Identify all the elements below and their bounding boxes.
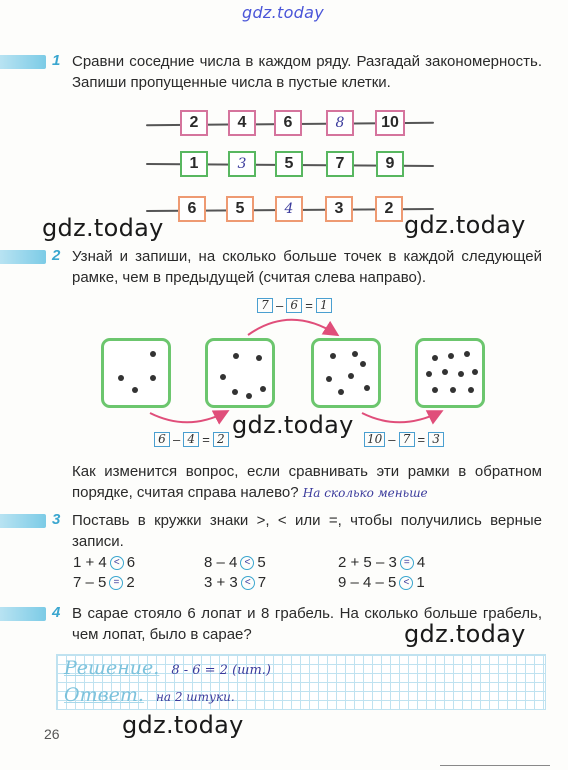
number-cell: 6 (274, 110, 302, 136)
equation-right (364, 432, 444, 447)
task-2-text: Узнай и запиши, на сколько больше точек в каждой следующей рамке, чем в предыдущей (считая слева направо). (72, 248, 542, 286)
task-2-question: Как изменится вопрос, если сравнивать эти рамки в обратном порядке, считая справа налево? На сколько меньше (72, 463, 542, 501)
task-2-number: 2 (52, 247, 61, 264)
task-1-text: Сравни соседние числа в каждом ряду. Разгадай закономерность. Запиши пропущенные числа в пустые клетки. (72, 53, 542, 91)
task-1-number: 1 (52, 52, 61, 69)
comparison-item: 2 + 5 – 3 = 4 (338, 554, 426, 571)
divider (440, 765, 550, 766)
sign-circle[interactable]: < (241, 576, 255, 590)
minus-sign: – (276, 298, 284, 313)
equation-left (154, 432, 229, 447)
minus-sign: – (388, 432, 396, 447)
answer-row (64, 684, 235, 706)
solution-text[interactable]: 8 - 6 = 2 (шт.) (171, 663, 271, 678)
solution-row (64, 657, 271, 679)
comparison-item: 9 – 4 – 5 < 1 (338, 574, 425, 591)
equals-sign: = (305, 298, 313, 313)
answer-box[interactable]: 2 (213, 432, 229, 447)
answer-text[interactable]: на 2 штуки. (155, 690, 235, 704)
answer-box[interactable]: 7 (399, 432, 415, 447)
answer-cell[interactable]: 8 (326, 110, 354, 136)
arrow-left (150, 412, 226, 422)
number-cell: 2 (180, 110, 208, 136)
watermark: gdz.today (404, 620, 526, 648)
page-number: 26 (44, 726, 60, 742)
number-cell: 7 (326, 151, 354, 177)
answer-cell[interactable]: 3 (228, 151, 256, 177)
number-cell: 10 (375, 110, 405, 136)
minus-sign: – (173, 432, 181, 447)
arrow-top (248, 320, 336, 335)
task-marker-bar (0, 607, 46, 621)
watermark: gdz.today (122, 711, 244, 739)
answer-box[interactable]: 1 (316, 298, 332, 313)
dot-frame-3 (311, 338, 381, 408)
watermark: gdz.today (232, 411, 354, 439)
task-marker-bar (0, 514, 46, 528)
answer-box[interactable]: 3 (428, 432, 444, 447)
comparison-item: 1 + 4 < 6 (73, 554, 136, 571)
comparison-item: 3 + 3 < 7 (204, 574, 267, 591)
watermark-top: gdz.today (242, 3, 324, 22)
equals-sign: = (202, 432, 210, 447)
number-cell: 5 (275, 151, 303, 177)
number-cell: 9 (376, 151, 404, 177)
number-cell: 1 (180, 151, 208, 177)
equals-sign: = (417, 432, 426, 447)
answer-box[interactable]: 4 (183, 432, 199, 447)
sign-circle[interactable]: = (400, 556, 414, 570)
sign-circle[interactable]: < (240, 556, 254, 570)
task-4-number: 4 (52, 604, 61, 621)
dot-frame-1 (101, 338, 171, 408)
task-3-text: Поставь в кружки знаки >, < или =, чтобы получились верные записи. (72, 512, 542, 550)
answer-box[interactable]: 6 (154, 432, 170, 447)
task-4-text: В сарае стояло 6 лопат и 8 грабель. На сколько больше грабель, чем лопат, было в сарае? (72, 605, 542, 643)
dot-frame-4 (415, 338, 485, 408)
answer-box[interactable]: 6 (286, 298, 302, 313)
answer-cell[interactable]: 4 (275, 196, 303, 222)
dot-frame-2 (205, 338, 275, 408)
task-2-answer[interactable]: На сколько меньше (302, 486, 428, 500)
watermark: gdz.today (404, 211, 526, 239)
sign-circle[interactable]: = (109, 576, 123, 590)
answer-box[interactable]: 10 (364, 432, 385, 447)
number-cell: 6 (178, 196, 206, 222)
number-cell: 3 (325, 196, 353, 222)
sign-circle[interactable]: < (399, 576, 413, 590)
watermark: gdz.today (42, 214, 164, 242)
number-cell: 2 (375, 196, 403, 222)
answer-label: Ответ. (64, 684, 144, 706)
comparison-item: 8 – 4 < 5 (204, 554, 266, 571)
arrow-right (362, 412, 440, 422)
comparison-item: 7 – 5 = 2 (73, 574, 135, 591)
answer-box[interactable]: 7 (257, 298, 273, 313)
sign-circle[interactable]: < (110, 556, 124, 570)
solution-label: Решение. (64, 657, 160, 679)
number-cell: 5 (226, 196, 254, 222)
task-3-number: 3 (52, 511, 61, 528)
number-cell: 4 (228, 110, 256, 136)
